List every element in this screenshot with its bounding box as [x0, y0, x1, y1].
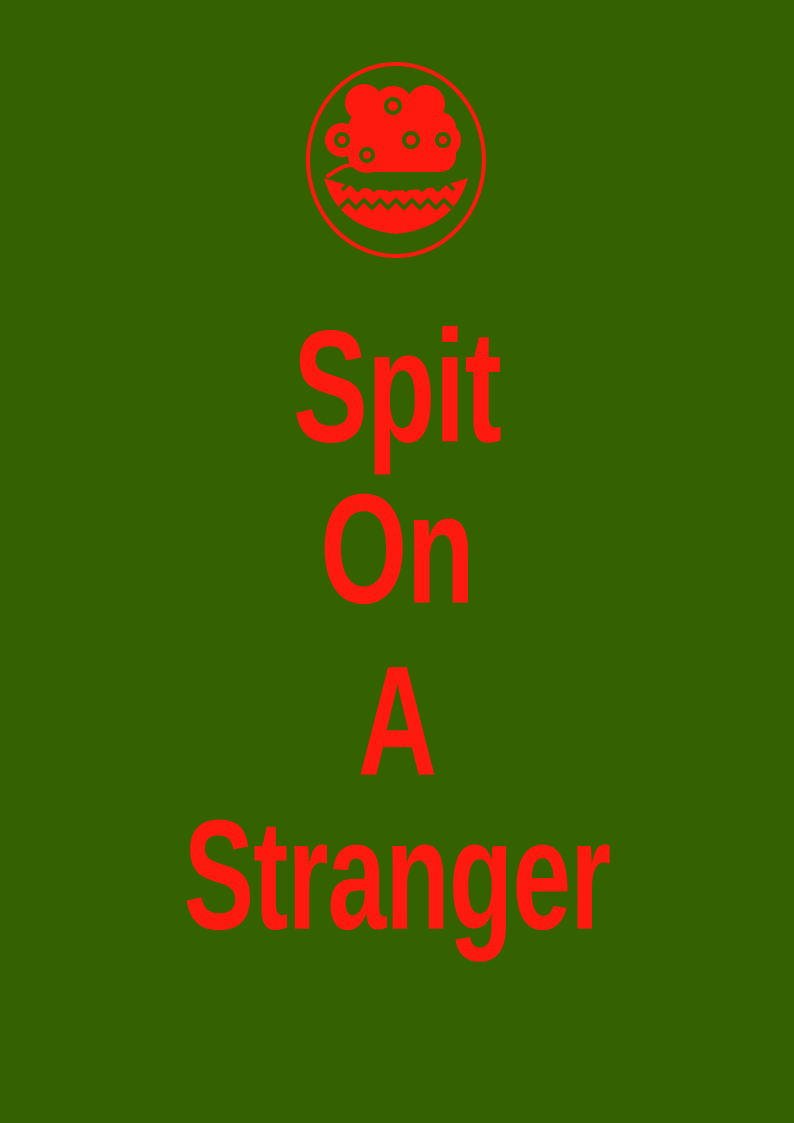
title-line-4: Stranger: [183, 788, 611, 963]
spit-emblem-icon: [304, 58, 488, 260]
title-line-2: On: [320, 462, 474, 637]
title-line-3: A: [357, 634, 437, 809]
title-line-1: Spit: [293, 297, 501, 477]
